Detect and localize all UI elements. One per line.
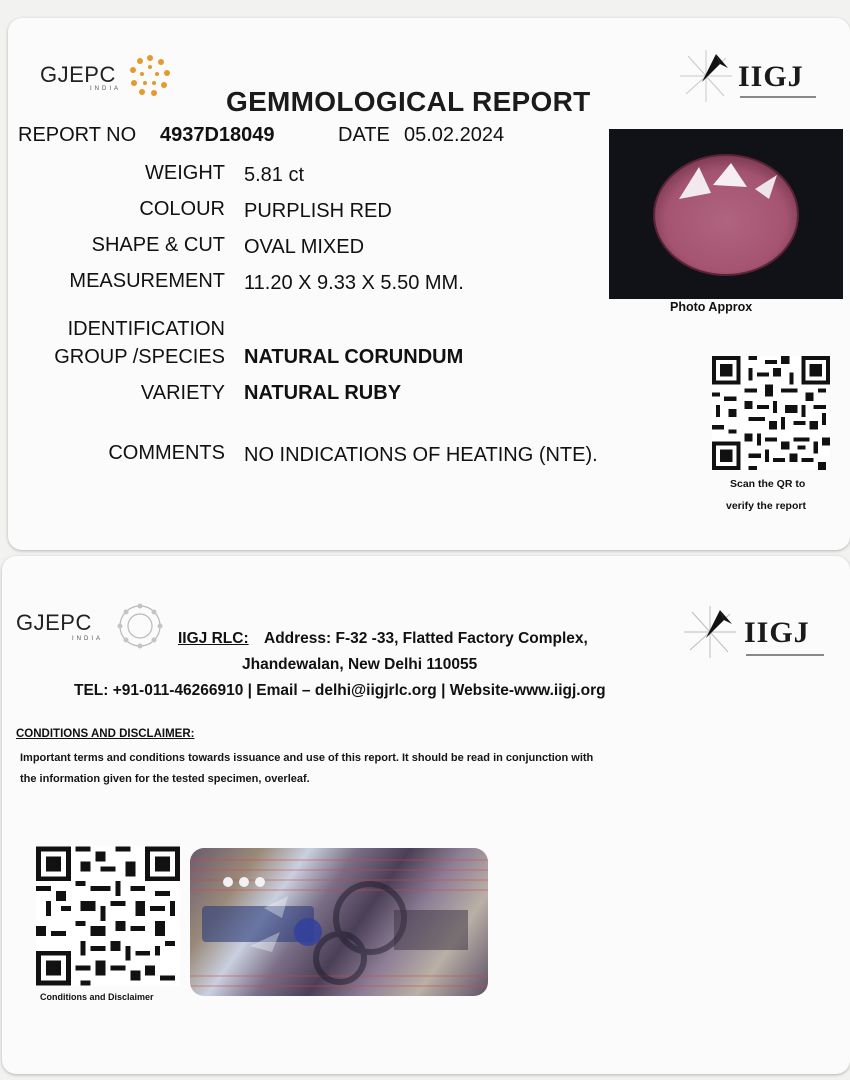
- report-no-value: 4937D18049: [160, 124, 275, 146]
- address-line1: Address: F-32 -33, Flatted Factory Complex,: [264, 630, 588, 647]
- species-label: GROUP /SPECIES: [54, 346, 225, 368]
- back-gjepc-logo: [16, 610, 92, 636]
- date-label: DATE: [338, 124, 390, 146]
- contact-line: TEL: +91-011-46266910 | Email – delhi@iigjrlc.org | Website-www.iigj.org: [74, 682, 606, 699]
- report-no-label: REPORT NO: [18, 124, 137, 146]
- conditions-qr-caption: Conditions and Disclaimer: [40, 992, 154, 1002]
- address-line2: Jhandewalan, New Delhi 110055: [242, 656, 478, 673]
- gem-photo: [609, 129, 843, 299]
- shape-cut-value: OVAL MIXED: [244, 236, 365, 258]
- back-iigj-star-icon: [680, 602, 740, 662]
- back-iigj-logo-text: IIGJ: [744, 616, 810, 649]
- weight-label: WEIGHT: [145, 162, 225, 184]
- back-gjepc-logo-text: GJEPC: [16, 610, 92, 635]
- colour-label: COLOUR: [139, 198, 225, 220]
- measurement-label: MEASUREMENT: [69, 270, 225, 292]
- iigj-logo-text: IIGJ: [738, 60, 804, 93]
- back-gjepc-sub-text: INDIA: [72, 636, 104, 642]
- iigj-logo-underline: [740, 96, 816, 98]
- colour-value: PURPLISH RED: [244, 200, 392, 222]
- weight-value: 5.81 ct: [244, 164, 305, 186]
- iigj-star-icon: [676, 46, 736, 106]
- identification-label: IDENTIFICATION: [67, 318, 225, 340]
- comments-value: NO INDICATIONS OF HEATING (NTE).: [244, 444, 598, 466]
- report-title: GEMMOLOGICAL REPORT: [226, 86, 591, 117]
- conditions-qr-code[interactable]: [36, 846, 180, 986]
- conditions-title: CONDITIONS AND DISCLAIMER:: [16, 728, 195, 740]
- shape-cut-label: SHAPE & CUT: [91, 234, 225, 256]
- gjepc-logo-text: GJEPC: [40, 62, 116, 87]
- gjepc-sub-text: INDIA: [90, 86, 122, 92]
- measurement-value: 11.20 X 9.33 X 5.50 MM.: [244, 272, 464, 294]
- back-iigj-logo-underline: [746, 654, 824, 656]
- variety-label: VARIETY: [140, 382, 225, 404]
- photo-caption: Photo Approx: [670, 300, 753, 314]
- comments-label: COMMENTS: [108, 442, 225, 464]
- qr-caption-line2: verify the report: [726, 500, 806, 512]
- hologram-sticker: [190, 848, 488, 996]
- address-label: IIGJ RLC:: [178, 630, 249, 647]
- gjepc-logo: [40, 62, 116, 88]
- qr-caption-line1: Scan the QR to: [730, 478, 806, 490]
- report-card-front: [8, 18, 850, 550]
- date-value: 05.02.2024: [404, 124, 505, 146]
- gjepc-sunburst-icon: [126, 52, 174, 100]
- variety-value: NATURAL RUBY: [244, 382, 402, 404]
- conditions-line1: Important terms and conditions towards issuance and use of this report. It should be read in conjunction with: [20, 752, 594, 764]
- verify-qr-code[interactable]: [712, 356, 830, 470]
- back-gjepc-sunburst-icon: [114, 600, 166, 652]
- species-value: NATURAL CORUNDUM: [244, 346, 464, 368]
- report-card-back: [2, 556, 850, 1074]
- conditions-line2: the information given for the tested specimen, overleaf.: [20, 773, 310, 785]
